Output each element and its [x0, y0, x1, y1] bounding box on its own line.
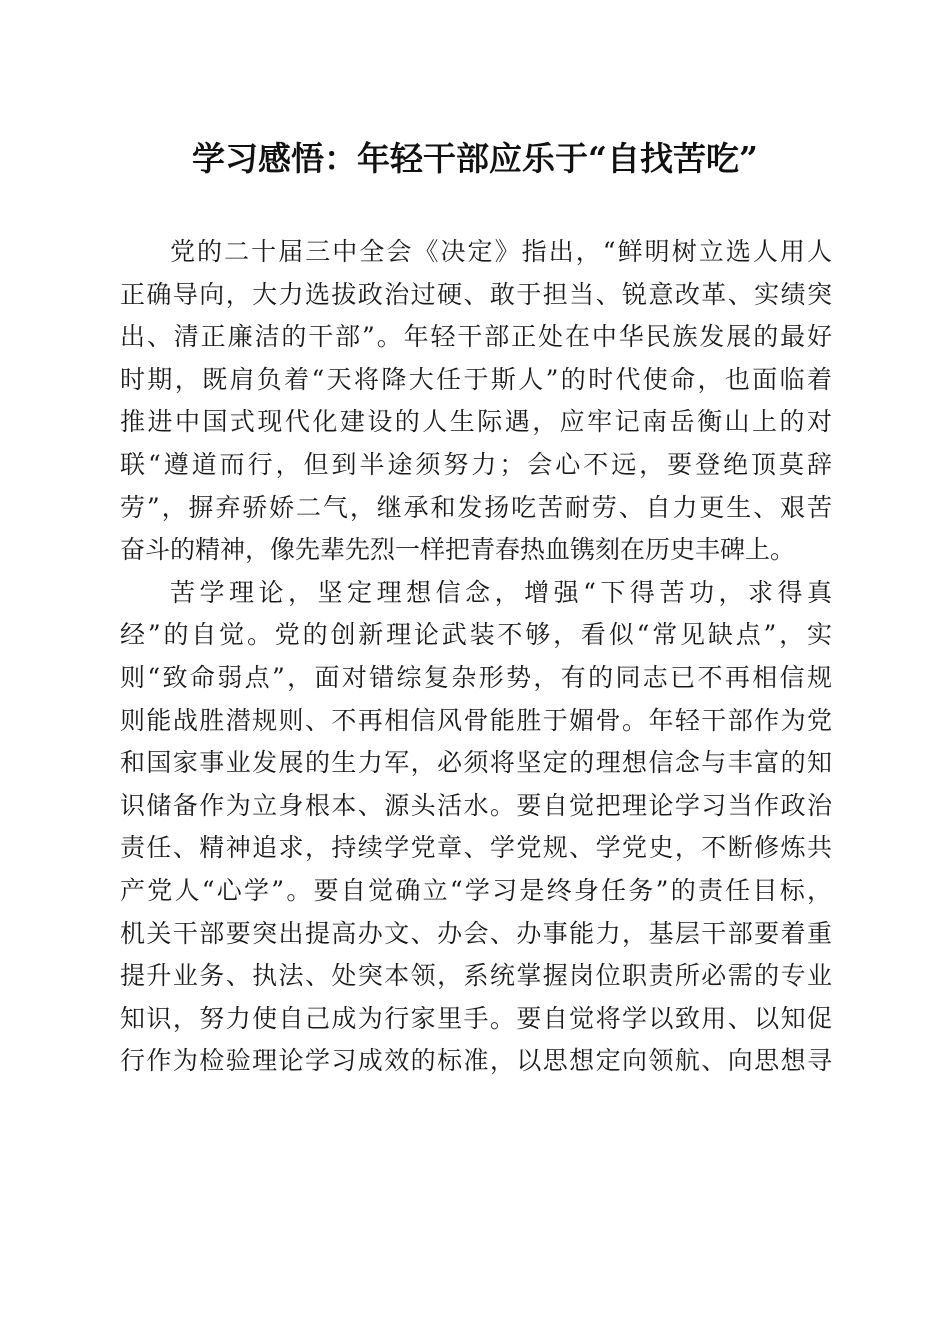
paragraph-line: 党的二十届三中全会《决定》指出，“鲜明树立选人用人: [170, 237, 832, 266]
paragraph-line: 奋斗的精神，像先辈先烈一样把青春热血镌刻在历史丰碑上。: [120, 535, 796, 565]
paragraph-line: 时期，既肩负着“天将降大任于斯人”的时代使命，也面临着: [120, 364, 832, 394]
paragraph-line: 劳”，摒弃骄娇二气，继承和发扬吃苦耐劳、自力更生、艰苦: [120, 492, 832, 522]
paragraph-line: 则能战胜潜规则、不再相信风骨能胜于媚骨。年轻干部作为党: [120, 705, 832, 735]
paragraph-line: 出、清正廉洁的干部”。年轻干部正处在中华民族发展的最好: [120, 322, 832, 352]
paragraph-line: 知识，努力使自己成为行家里手。要自觉将学以致用、以知促: [120, 1003, 832, 1033]
document-title: 学习感悟：年轻干部应乐于“自找苦吃”: [192, 139, 758, 178]
paragraph-line: 苦学理论，坚定理想信念，增强“下得苦功，求得真: [170, 577, 832, 607]
paragraph-line: 提升业务、执法、处突本领，系统掌握岗位职责所必需的专业: [120, 961, 832, 991]
paragraph-line: 联“遵道而行，但到半途须努力；会心不远，要登绝顶莫辞: [120, 449, 832, 479]
paragraph: [120, 231, 832, 572]
paragraph-line: 推进中国式现代化建设的人生际遇，应牢记南岳衡山上的对: [120, 407, 832, 437]
paragraph-line: 则“致命弱点”，面对错综复杂形势，有的同志已不再相信规: [120, 662, 832, 692]
paragraph-line: 识储备作为立身根本、源头活水。要自觉把理论学习当作政治: [120, 790, 832, 820]
document-body: [120, 231, 832, 1083]
paragraph-line: 行作为检验理论学习成效的标准，以思想定向领航、向思想寻: [120, 1046, 832, 1076]
paragraph-line: 和国家事业发展的生力军，必须将坚定的理想信念与丰富的知: [120, 748, 832, 778]
paragraph-line: 产党人“心学”。要自觉确立“学习是终身任务”的责任目标，: [120, 875, 832, 905]
paragraph: [120, 572, 832, 1083]
paragraph-line: 机关干部要突出提高办文、办会、办事能力，基层干部要着重: [120, 918, 832, 948]
paragraph-line: 经”的自觉。党的创新理论武装不够，看似“常见缺点”，实: [120, 620, 832, 650]
paragraph-line: 正确导向，大力选拔政治过硬、敢于担当、锐意改革、实绩突: [120, 279, 832, 309]
paragraph-line: 责任、精神追求，持续学党章、学党规、学党史，不断修炼共: [120, 833, 832, 863]
